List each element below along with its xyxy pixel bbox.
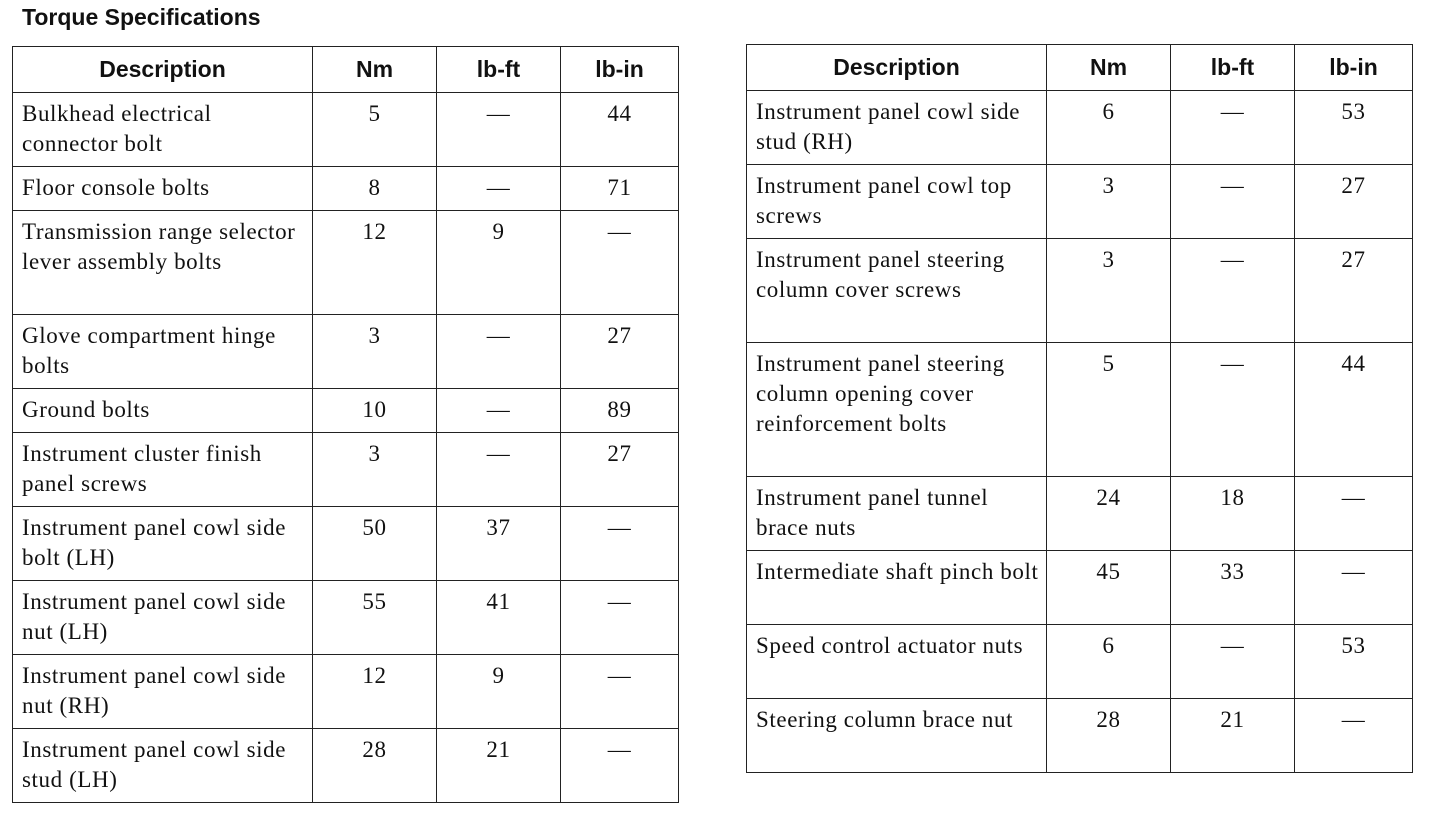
table-row	[13, 507, 679, 581]
table-row	[13, 655, 679, 729]
cell-description: Instrument cluster finish panel screws	[13, 433, 313, 507]
torque-table-left	[12, 46, 679, 803]
table-row	[13, 581, 679, 655]
cell-description: Floor console bolts	[13, 167, 313, 211]
table-row	[13, 389, 679, 433]
table-row	[747, 91, 1413, 165]
cell-nm: 12	[313, 211, 437, 315]
cell-description: Ground bolts	[13, 389, 313, 433]
table-row	[13, 211, 679, 315]
header-lbin: lb-in	[1295, 45, 1413, 91]
cell-nm: 3	[313, 433, 437, 507]
cell-lbft: —	[1171, 165, 1295, 239]
cell-description: Glove compartment hinge bolts	[13, 315, 313, 389]
cell-lbin: 53	[1295, 625, 1413, 699]
cell-nm: 5	[313, 93, 437, 167]
cell-lbin: —	[561, 507, 679, 581]
cell-description: Steering column brace nut	[747, 699, 1047, 773]
cell-lbft: —	[1171, 343, 1295, 477]
cell-description: Instrument panel steering column opening cover reinforcement bolts	[747, 343, 1047, 477]
cell-lbin: 27	[1295, 239, 1413, 343]
cell-description: Instrument panel cowl side stud (RH)	[747, 91, 1047, 165]
cell-description: Intermediate shaft pinch bolt	[747, 551, 1047, 625]
cell-nm: 3	[1047, 165, 1171, 239]
cell-lbft: —	[437, 315, 561, 389]
cell-lbft: 9	[437, 655, 561, 729]
cell-description: Instrument panel cowl side nut (RH)	[13, 655, 313, 729]
cell-lbin: —	[561, 729, 679, 803]
cell-description: Instrument panel cowl side nut (LH)	[13, 581, 313, 655]
cell-lbft: —	[437, 433, 561, 507]
cell-lbft: —	[1171, 625, 1295, 699]
cell-nm: 45	[1047, 551, 1171, 625]
cell-lbft: 33	[1171, 551, 1295, 625]
table-row	[747, 165, 1413, 239]
table-header-row	[747, 45, 1413, 91]
cell-lbft: 9	[437, 211, 561, 315]
cell-nm: 5	[1047, 343, 1171, 477]
header-lbft: lb-ft	[437, 47, 561, 93]
cell-nm: 8	[313, 167, 437, 211]
cell-lbin: 27	[561, 433, 679, 507]
table-row	[747, 625, 1413, 699]
table-row	[13, 729, 679, 803]
table-row	[747, 343, 1413, 477]
cell-lbin: 71	[561, 167, 679, 211]
cell-nm: 10	[313, 389, 437, 433]
header-lbin: lb-in	[561, 47, 679, 93]
table-row	[747, 551, 1413, 625]
cell-description: Instrument panel cowl top screws	[747, 165, 1047, 239]
cell-description: Instrument panel tunnel brace nuts	[747, 477, 1047, 551]
cell-lbft: 41	[437, 581, 561, 655]
cell-nm: 12	[313, 655, 437, 729]
cell-lbin: 53	[1295, 91, 1413, 165]
table-row	[13, 93, 679, 167]
table-header-row	[13, 47, 679, 93]
cell-lbin: 27	[1295, 165, 1413, 239]
table-row	[747, 699, 1413, 773]
header-lbft: lb-ft	[1171, 45, 1295, 91]
cell-lbin: —	[1295, 477, 1413, 551]
cell-lbin: —	[1295, 551, 1413, 625]
cell-lbft: —	[1171, 239, 1295, 343]
cell-lbin: —	[561, 655, 679, 729]
cell-lbin: 89	[561, 389, 679, 433]
cell-nm: 55	[313, 581, 437, 655]
cell-lbft: —	[1171, 91, 1295, 165]
cell-lbft: 37	[437, 507, 561, 581]
header-nm: Nm	[313, 47, 437, 93]
cell-nm: 6	[1047, 91, 1171, 165]
cell-description: Transmission range selector lever assembly bolts	[13, 211, 313, 315]
table-row	[747, 477, 1413, 551]
header-nm: Nm	[1047, 45, 1171, 91]
table-row	[13, 315, 679, 389]
cell-lbft: 21	[1171, 699, 1295, 773]
cell-description: Speed control actuator nuts	[747, 625, 1047, 699]
cell-lbft: 21	[437, 729, 561, 803]
page-title: Torque Specifications	[22, 4, 261, 30]
cell-nm: 50	[313, 507, 437, 581]
cell-lbin: —	[1295, 699, 1413, 773]
cell-nm: 3	[313, 315, 437, 389]
cell-lbin: —	[561, 211, 679, 315]
cell-nm: 24	[1047, 477, 1171, 551]
cell-description: Instrument panel steering column cover screws	[747, 239, 1047, 343]
cell-lbin: —	[561, 581, 679, 655]
cell-nm: 3	[1047, 239, 1171, 343]
torque-table-right	[746, 44, 1413, 773]
cell-lbft: —	[437, 93, 561, 167]
cell-nm: 6	[1047, 625, 1171, 699]
cell-lbft: —	[437, 389, 561, 433]
cell-description: Instrument panel cowl side bolt (LH)	[13, 507, 313, 581]
cell-nm: 28	[313, 729, 437, 803]
cell-lbft: 18	[1171, 477, 1295, 551]
table-row	[747, 239, 1413, 343]
cell-description: Instrument panel cowl side stud (LH)	[13, 729, 313, 803]
table-row	[13, 433, 679, 507]
cell-lbft: —	[437, 167, 561, 211]
cell-lbin: 44	[561, 93, 679, 167]
table-row	[13, 167, 679, 211]
cell-lbin: 27	[561, 315, 679, 389]
cell-nm: 28	[1047, 699, 1171, 773]
cell-lbin: 44	[1295, 343, 1413, 477]
header-description: Description	[747, 45, 1047, 91]
cell-description: Bulkhead electrical connector bolt	[13, 93, 313, 167]
header-description: Description	[13, 47, 313, 93]
